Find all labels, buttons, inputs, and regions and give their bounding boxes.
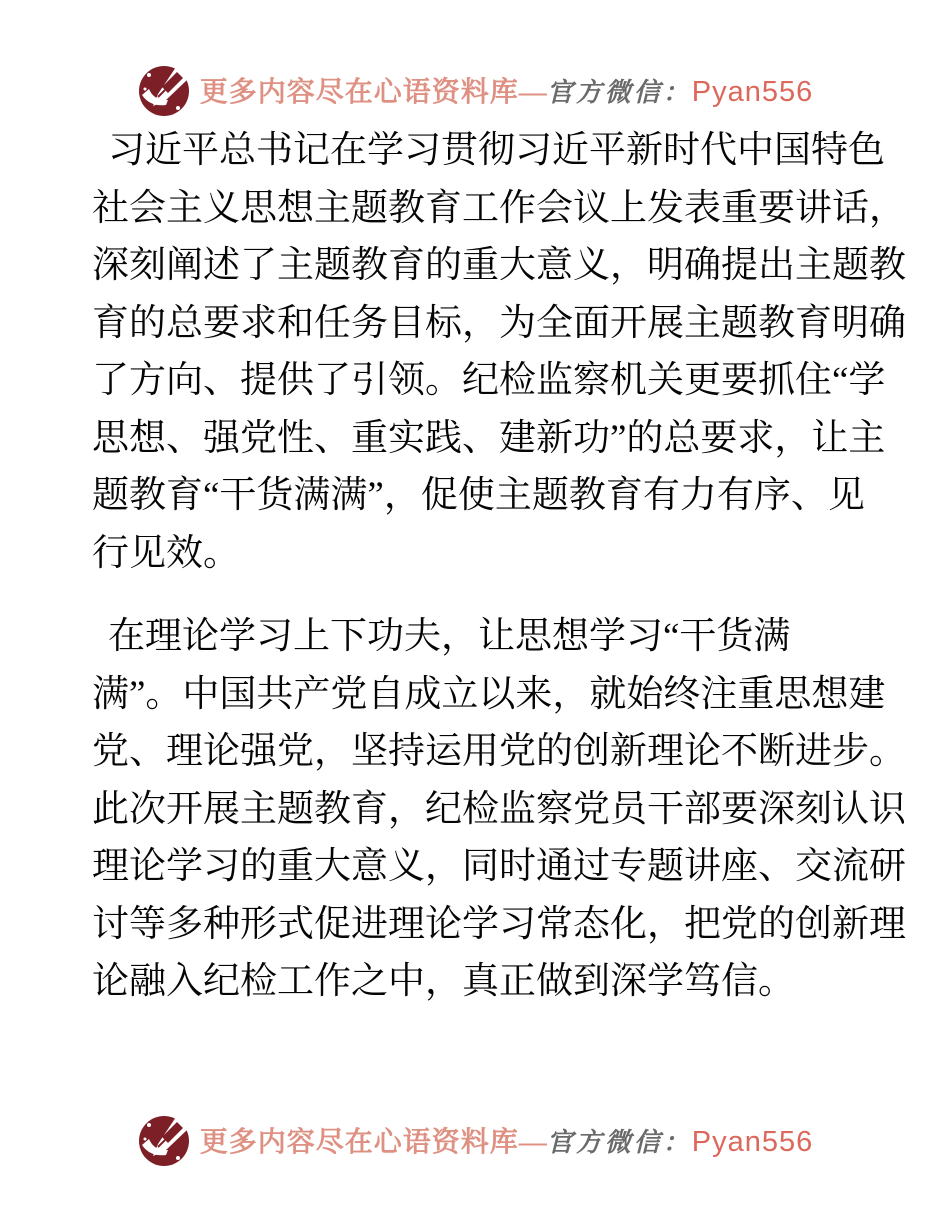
text-line: 习近平总书记在学习贯彻习近平新时代中国特色 [108, 130, 885, 171]
header-brand [0, 62, 950, 118]
text-line: 讨等多种形式促进理论学习常态化，把党的创新理 [92, 903, 906, 945]
brand-dash: — [518, 1127, 547, 1158]
text-line: 了方向、提供了引领。纪检监察机关更要抓住“学 [92, 360, 886, 401]
brand-wechat-id: Pyan556 [691, 1126, 814, 1158]
pen-seal-logo-icon [137, 1112, 191, 1168]
text-line: 行见效。 [92, 532, 240, 574]
text-line: 社会主义思想主题教育工作会议上发表重要讲话， [92, 187, 906, 229]
brand-dash: — [518, 77, 547, 108]
brand-wechat-label: 官方微信： [546, 1128, 692, 1157]
footer-brand [0, 1112, 950, 1168]
text-line: 题教育“干货满满”，促使主题教育有力有序、见 [92, 475, 865, 516]
text-line: 理论学习的重大意义，同时通过专题讲座、交流研 [92, 846, 906, 887]
document-text [92, 122, 906, 1011]
paragraph-2 [92, 608, 906, 1011]
pen-seal-logo-icon [137, 62, 191, 118]
brand-text [200, 70, 814, 110]
paragraph-1 [92, 122, 906, 582]
text-line: 满”。中国共产党自成立以来，就始终注重思想建 [92, 673, 886, 715]
brand-wechat-id: Pyan556 [691, 76, 814, 108]
text-line: 育的总要求和任务目标，为全面开展主题教育明确 [92, 302, 906, 344]
text-line: 深刻阐述了主题教育的重大意义，明确提出主题教 [92, 245, 906, 286]
brand-text [200, 1120, 814, 1160]
text-line: 在理论学习上下功夫，让思想学习“干货满 [108, 616, 791, 657]
brand-wechat-label: 官方微信： [546, 78, 692, 107]
text-line: 思想、强党性、重实践、建新功”的总要求，让主 [92, 417, 886, 459]
text-line: 论融入纪检工作之中，真正做到深学笃信。 [92, 961, 795, 1002]
brand-site-text: 更多内容尽在心语资料库 [199, 77, 519, 108]
brand-site-text: 更多内容尽在心语资料库 [199, 1127, 519, 1158]
text-line: 此次开展主题教育，纪检监察党员干部要深刻认识 [92, 788, 906, 830]
text-line: 党、理论强党，坚持运用党的创新理论不断进步。 [92, 731, 906, 772]
